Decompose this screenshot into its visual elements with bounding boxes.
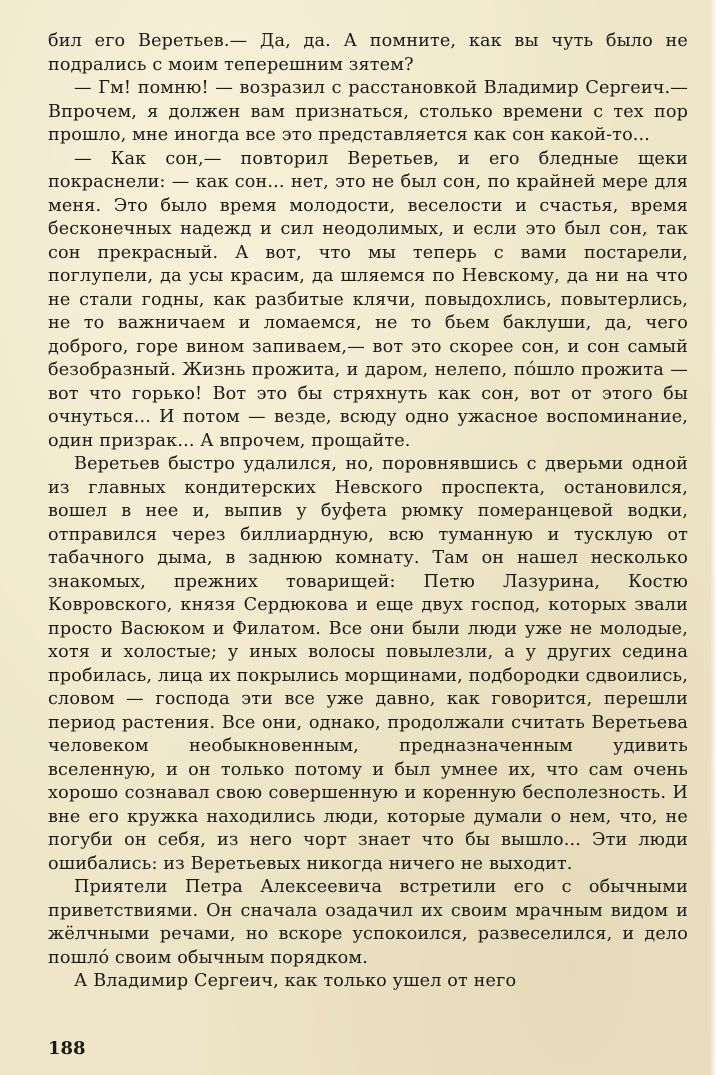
body-text [48, 30, 688, 994]
paragraph-narrative-2: Приятели Петра Алексеевича встретили его с обычными приветствиями. Он сначала озадачил их своим мрачным видом и жёлчными речами, но вскоре успокоился, развеселился, и дело пошлó своим обычным порядком. [48, 877, 688, 968]
paragraph-dialogue-2: — Как сон,— повторил Веретьев, и его бледные щеки покраснели: — как сон... нет, это не был сон, по крайней мере для меня. Это было время молодости, веселости и счастья, время бесконечных надежд и сил неодолимых, и если это был сон, так сон прекрасный. А вот, что мы теперь с вами постарели, поглупели, да усы красим, да шляемся по Невскому, да ни на что не стали годны, как разбитые клячи, повыдохлись, повытерлись, не то важничаем и ломаемся, не то бьем баклуши, да, чего доброго, горе вином запиваем,— вот это скорее сон, и сон самый безобразный. Жизнь прожита, и даром, нелепо, пóшло прожита — вот что горько! Вот это бы стряхнуть как сон, вот от этого бы очнуться... И потом — везде, всюду одно ужасное воспоминание, один призрак... А впрочем, прощайте. [48, 148, 688, 451]
book-page [48, 30, 688, 1059]
paragraph-narrative-1: Веретьев быстро удалился, но, поровнявшись с дверьми одной из главных кондитерских Невского проспекта, остановился, вошел в нее и, выпив у буфета рюмку померанцевой водки, отправился через биллиардную, всю туманную и тусклую от табачного дыма, в заднюю комнату. Там он нашел несколько знакомых, прежних товарищей: Петю Лазурина, Костю Ковровского, князя Сердюкова и еще двух господ, которых звали просто Васюком и Филатом. Все они были люди уже не молодые, хотя и холостые; у иных волосы повылезли, а у других седина пробилась, лица их покрылись морщинами, подбородки сдвоились, словом — господа эти все уже давно, как говорится, перешли период растения. Все они, однако, продолжали считать Веретьева человеком необыкновенным, предназначенным удивить вселенную, и он только потому и был умнее их, что сам очень хорошо сознавал свою совершенную и коренную бесполезность. И вне его кружка находились люди, которые думали о нем, что, не погуби он себя, из него чорт знает что бы вышло... Эти люди ошибались: из Веретьевых никогда ничего не выходит. [48, 454, 688, 874]
page-number: 188 [48, 1038, 86, 1059]
paragraph-narrative-3: А Владимир Сергеич, как только ушел от него [74, 971, 517, 991]
paragraph-dialogue-1: — Гм! помню! — возразил с расстановкой Владимир Сергеич.— Впрочем, я должен вам признаться, столько времени с тех пор прошло, мне иногда все это представляется как сон какой-то... [48, 78, 688, 145]
paragraph-continuation: бил его Веретьев.— Да, да. А помните, как вы чуть было не подрались с моим теперешним зятем? [48, 31, 688, 75]
page-edge [710, 0, 716, 1075]
